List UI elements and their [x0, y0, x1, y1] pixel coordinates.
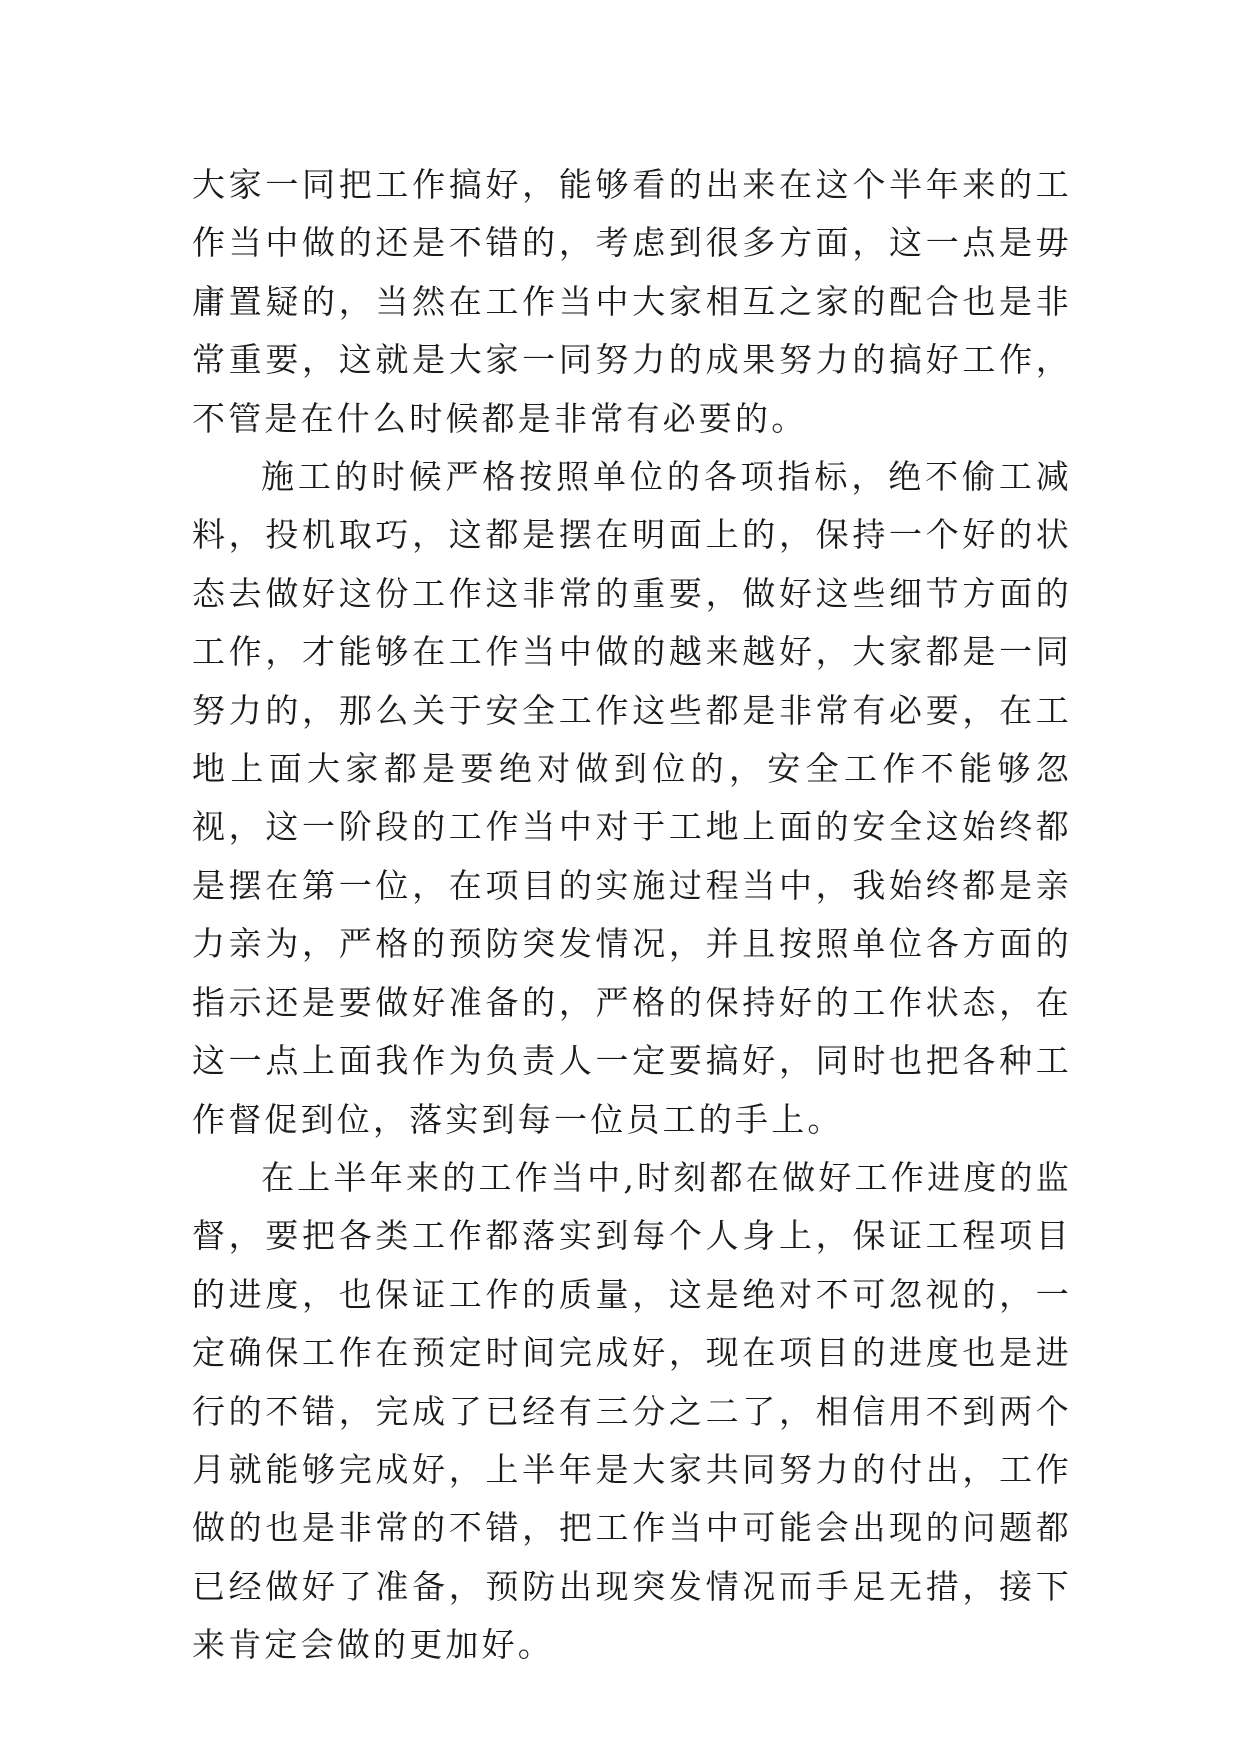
paragraph-2: 施工的时候严格按照单位的各项指标，绝不偷工减料，投机取巧，这都是摆在明面上的，保持一个好的状态去做好这份工作这非常的重要，做好这些细节方面的工作，才能够在工作当中做的越来越好，大家都是一同努力的，那么关于安全工作这些都是非常有必要，在工地上面大家都是要绝对做到位的，安全工作不能够忽视，这一阶段的工作当中对于工地上面的安全这始终都是摆在第一位，在项目的实施过程当中，我始终都是亲力亲为，严格的预防突发情况，并且按照单位各方面的指示还是要做好准备的，严格的保持好的工作状态，在这一点上面我作为负责人一定要搞好，同时也把各种工作督促到位，落实到每一位员工的手上。 — [192, 457, 1072, 1139]
paragraph-3: 在上半年来的工作当中,时刻都在做好工作进度的监督，要把各类工作都落实到每个人身上，保证工程项目的进度，也保证工作的质量，这是绝对不可忽视的，一定确保工作在预定时间完成好，现在项目的进度也是进行的不错，完成了已经有三分之二了，相信用不到两个月就能够完成好，上半年是大家共同努力的付出，工作做的也是非常的不错，把工作当中可能会出现的问题都已经做好了准备，预防出现突发情况而手足无措，接下来肯定会做的更加好。 — [192, 1157, 1072, 1665]
paragraph-1: 大家一同把工作搞好，能够看的出来在这个半年来的工作当中做的还是不错的，考虑到很多方面，这一点是毋庸置疑的，当然在工作当中大家相互之家的配合也是非常重要，这就是大家一同努力的成果努力的搞好工作，不管是在什么时候都是非常有必要的。 — [192, 165, 1072, 438]
document-body — [192, 156, 1072, 1675]
